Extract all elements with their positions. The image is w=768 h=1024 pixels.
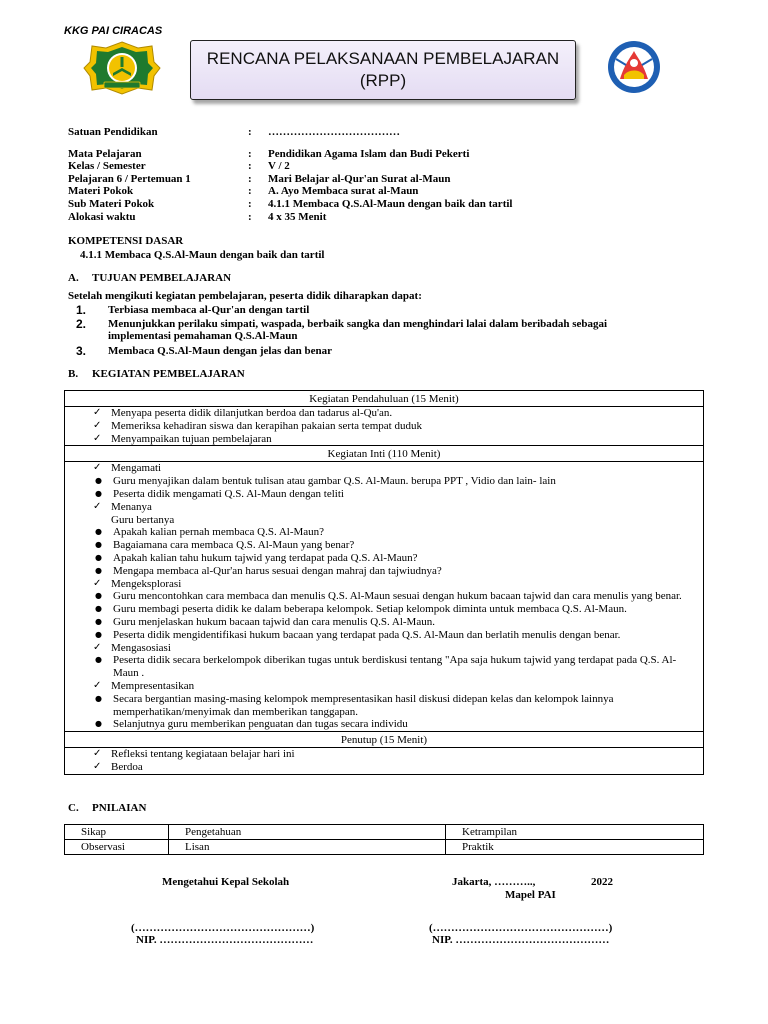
list-number: 2. bbox=[76, 317, 87, 332]
check-icon: ✓ bbox=[93, 462, 102, 474]
activity-text: Mengeksplorasi bbox=[111, 577, 182, 590]
activity-text: Guru membagi peserta didik ke dalam beberapa kelompok. Setiap kelompok diminta untuk membaca Q.S. Al-Maun. bbox=[113, 603, 627, 616]
penutup-header: Penutup (15 Menit) bbox=[65, 732, 704, 748]
activity-item bbox=[95, 642, 699, 655]
penilaian-table bbox=[64, 824, 704, 855]
identity-row bbox=[68, 173, 708, 186]
pendahuluan-header: Kegiatan Pendahuluan (15 Menit) bbox=[65, 391, 704, 407]
activity-item bbox=[95, 718, 699, 731]
identity-value: Pendidikan Agama Islam dan Budi Pekerti bbox=[268, 147, 470, 160]
activity-text: Secara bergantian masing-masing kelompok mempresentasikan hasil diskusi didepan kelas dan kelompok lainnya memperhatikan/menyimak dan memberikan tanggapan. bbox=[113, 692, 614, 718]
table-header-cell: Pengetahuan bbox=[169, 825, 446, 840]
identity-label: Alokasi waktu bbox=[68, 210, 136, 223]
activity-text: Guru mencontohkan cara membaca dan menulis Q.S. Al-Maun sesuai dengan hukum bacaan tajwid dan cara menulis yang benar. bbox=[113, 590, 682, 603]
activity-item bbox=[95, 462, 699, 475]
identity-colon: : bbox=[248, 126, 252, 138]
activity-item bbox=[95, 407, 699, 420]
bullet-icon: ● bbox=[95, 552, 102, 562]
activity-text: Mengapa membaca al-Qur'an harus sesuai dengan mahraj dan tajwiudnya? bbox=[113, 564, 442, 577]
check-icon: ✓ bbox=[93, 748, 102, 760]
activity-item bbox=[95, 616, 699, 629]
document-title bbox=[190, 40, 576, 100]
bullet-icon: ● bbox=[95, 655, 102, 665]
identity-label: Pelajaran 6 / Pertemuan 1 bbox=[68, 172, 191, 185]
list-text: Membaca Q.S.Al-Maun dengan jelas dan benar bbox=[108, 344, 332, 357]
title-line-2: (RPP) bbox=[359, 71, 407, 90]
tujuan-intro: Setelah mengikuti kegiatan pembelajaran, peserta didik diharapkan dapat: bbox=[68, 290, 422, 302]
identity-value: V / 2 bbox=[268, 160, 290, 173]
activity-text: Memeriksa kehadiran siswa dan kerapihan pakaian serta tempat duduk bbox=[111, 419, 422, 432]
identity-colon: : bbox=[248, 172, 252, 185]
bullet-icon: ● bbox=[95, 616, 102, 626]
table-header-cell: Ketrampilan bbox=[446, 825, 704, 840]
identity-value: Mari Belajar al-Qur'an Surat al-Maun bbox=[268, 172, 451, 185]
principal-name: (…………………………………………) bbox=[131, 922, 315, 934]
bullet-icon: ● bbox=[95, 488, 102, 498]
activity-text: Apakah kalian pernah membaca Q.S. Al-Maun? bbox=[113, 526, 325, 539]
check-icon: ✓ bbox=[93, 679, 102, 691]
bullet-icon: ● bbox=[95, 565, 102, 575]
check-icon: ✓ bbox=[93, 419, 102, 431]
tut-wuri-handayani-logo-icon bbox=[597, 39, 671, 95]
activity-text: Mengasosiasi bbox=[111, 641, 171, 654]
table-cell: Lisan bbox=[169, 840, 446, 855]
section-title: KEGIATAN PEMBELAJARAN bbox=[92, 368, 245, 380]
bullet-icon: ● bbox=[95, 540, 102, 550]
activity-item bbox=[95, 761, 699, 774]
activity-text: Menyapa peserta didik dilanjutkan berdoa dan tadarus al-Qu'an. bbox=[111, 407, 393, 419]
identity-row bbox=[68, 126, 708, 139]
activity-item bbox=[95, 526, 699, 539]
identity-label: Materi Pokok bbox=[68, 185, 134, 198]
bullet-icon: ● bbox=[95, 719, 102, 729]
signature-place: Jakarta, ……….., bbox=[452, 876, 536, 888]
activity-item bbox=[95, 539, 699, 552]
signature-year: 2022 bbox=[591, 876, 613, 888]
activity-item bbox=[95, 680, 699, 693]
activity-text: Bagaiamana cara membaca Q.S. Al-Maun yang benar? bbox=[113, 539, 355, 552]
section-letter: B. bbox=[68, 368, 79, 380]
identity-row bbox=[68, 148, 708, 161]
bullet-icon: ● bbox=[95, 629, 102, 639]
title-line-1: RENCANA PELAKSANAAN PEMBELAJARAN bbox=[206, 49, 560, 68]
identity-label: Mata Pelajaran bbox=[68, 147, 142, 160]
list-number: 3. bbox=[76, 343, 87, 358]
identity-colon: : bbox=[248, 160, 252, 173]
activity-item bbox=[95, 420, 699, 433]
activity-text: Apakah kalian tahu hukum tajwid yang terdapat pada Q.S. Al-Maun? bbox=[113, 551, 418, 564]
bullet-icon: ● bbox=[95, 604, 102, 614]
activity-text: Mengamati bbox=[111, 462, 162, 475]
activity-item bbox=[95, 654, 699, 680]
activity-item bbox=[95, 693, 699, 719]
bullet-icon: ● bbox=[95, 591, 102, 601]
activity-table bbox=[64, 390, 704, 775]
identity-label: Sub Materi Pokok bbox=[68, 197, 155, 210]
bullet-icon: ● bbox=[95, 693, 102, 703]
check-icon: ✓ bbox=[93, 432, 102, 444]
table-header-row bbox=[65, 825, 704, 840]
list-text: Terbiasa membaca al-Qur'an dengan tartil bbox=[108, 304, 310, 316]
principal-nip: NIP. …………………………………… bbox=[136, 934, 314, 946]
activity-item bbox=[95, 629, 699, 642]
list-number: 1. bbox=[76, 303, 87, 317]
identity-row bbox=[68, 185, 708, 198]
activity-text: Menyampaikan tujuan pembelajaran bbox=[111, 432, 272, 445]
table-cell: Observasi bbox=[65, 840, 169, 855]
identity-value: 4.1.1 Membaca Q.S.Al-Maun dengan baik dan tartil bbox=[268, 197, 513, 210]
check-icon: ✓ bbox=[93, 760, 102, 772]
identity-row bbox=[68, 198, 708, 211]
activity-item bbox=[95, 603, 699, 616]
pendahuluan-cell bbox=[65, 407, 704, 446]
activity-text: Berdoa bbox=[111, 760, 143, 773]
table-row bbox=[65, 840, 704, 855]
activity-item bbox=[95, 514, 699, 527]
activity-text: Peserta didik mengamati Q.S. Al-Maun dengan teliti bbox=[113, 487, 344, 500]
list-text: Menunjukkan perilaku simpati, waspada, berbaik sangka dan menghindari lalai dalam beribadah sebagai implementasi pemahaman Q.S.Al-Maun bbox=[108, 318, 608, 343]
activity-item bbox=[95, 578, 699, 591]
check-icon: ✓ bbox=[93, 500, 102, 512]
table-header-cell: Sikap bbox=[65, 825, 169, 840]
bullet-icon: ● bbox=[95, 476, 102, 486]
org-name: KKG PAI CIRACAS bbox=[64, 25, 163, 37]
identity-label: Satuan Pendidikan bbox=[68, 126, 158, 138]
list-item bbox=[68, 345, 628, 357]
activity-item bbox=[95, 433, 699, 446]
activity-text: Guru bertanya bbox=[111, 513, 175, 526]
activity-item bbox=[95, 488, 699, 501]
activity-item bbox=[95, 565, 699, 578]
kompetensi-text: 4.1.1 Membaca Q.S.Al-Maun dengan baik dan tartil bbox=[80, 249, 325, 261]
identity-block bbox=[68, 126, 708, 223]
section-letter: C. bbox=[68, 802, 79, 814]
activity-text: Menanya bbox=[111, 500, 152, 513]
section-title: PNILAIAN bbox=[92, 802, 147, 814]
identity-colon: : bbox=[248, 147, 252, 160]
identity-value: 4 x 35 Menit bbox=[268, 210, 327, 223]
identity-value: A. Ayo Membaca surat al-Maun bbox=[268, 185, 419, 198]
activity-item bbox=[95, 552, 699, 565]
activity-text: Guru menyajikan dalam bentuk tulisan atau gambar Q.S. Al-Maun. berupa PPT , Vidio dan lain- lain bbox=[113, 475, 556, 488]
table-cell: Praktik bbox=[446, 840, 704, 855]
activity-item bbox=[95, 475, 699, 488]
principal-title: Mengetahui Kepal Sekolah bbox=[162, 876, 290, 888]
check-icon: ✓ bbox=[93, 577, 102, 589]
inti-cell bbox=[65, 462, 704, 732]
section-tujuan-heading bbox=[68, 272, 231, 284]
bullet-icon: ● bbox=[95, 527, 102, 537]
check-icon: ✓ bbox=[93, 641, 102, 653]
activity-text: Mempresentasikan bbox=[111, 679, 195, 692]
kompetensi-title: KOMPETENSI DASAR bbox=[68, 235, 184, 247]
identity-row bbox=[68, 211, 708, 224]
list-item bbox=[68, 304, 628, 316]
activity-text: Peserta didik mengidentifikasi hukum bacaan yang terdapat pada Q.S. Al-Maun dan berlatih menulis dengan benar. bbox=[113, 628, 621, 641]
teacher-nip: NIP. …………………………………… bbox=[432, 934, 610, 946]
activity-text: Peserta didik secara berkelompok diberikan tugas untuk berdiskusi tentang "Apa saja hukum tajwid yang terdapat pada Q.S. Al-Maun . bbox=[113, 654, 677, 680]
check-icon: ✓ bbox=[93, 407, 102, 418]
activity-text: Refleksi tentang kegiataan belajar hari ini bbox=[111, 748, 295, 761]
teacher-name: (…………………………………………) bbox=[429, 922, 613, 934]
identity-colon: : bbox=[248, 210, 252, 223]
tujuan-list bbox=[68, 304, 628, 359]
identity-value: ……………………………… bbox=[268, 126, 400, 138]
identity-label: Kelas / Semester bbox=[68, 160, 146, 173]
activity-item bbox=[95, 501, 699, 514]
activity-item bbox=[95, 590, 699, 603]
teacher-title: Mapel PAI bbox=[505, 889, 556, 901]
kemenag-logo-icon bbox=[82, 40, 162, 96]
section-penilaian-heading bbox=[68, 802, 146, 814]
activity-text: Guru menjelaskan hukum bacaan tajwid dan cara menulis Q.S. Al-Maun. bbox=[113, 615, 435, 628]
penutup-cell bbox=[65, 748, 704, 775]
section-title: TUJUAN PEMBELAJARAN bbox=[92, 272, 232, 284]
section-letter: A. bbox=[68, 272, 79, 284]
identity-row bbox=[68, 160, 708, 173]
identity-colon: : bbox=[248, 185, 252, 198]
section-kegiatan-heading bbox=[68, 368, 245, 380]
identity-colon: : bbox=[248, 197, 252, 210]
inti-header: Kegiatan Inti (110 Menit) bbox=[65, 446, 704, 462]
activity-text: Selanjutnya guru memberikan penguatan dan tugas secara individu bbox=[113, 718, 408, 731]
list-item bbox=[68, 318, 628, 342]
activity-item bbox=[95, 748, 699, 761]
